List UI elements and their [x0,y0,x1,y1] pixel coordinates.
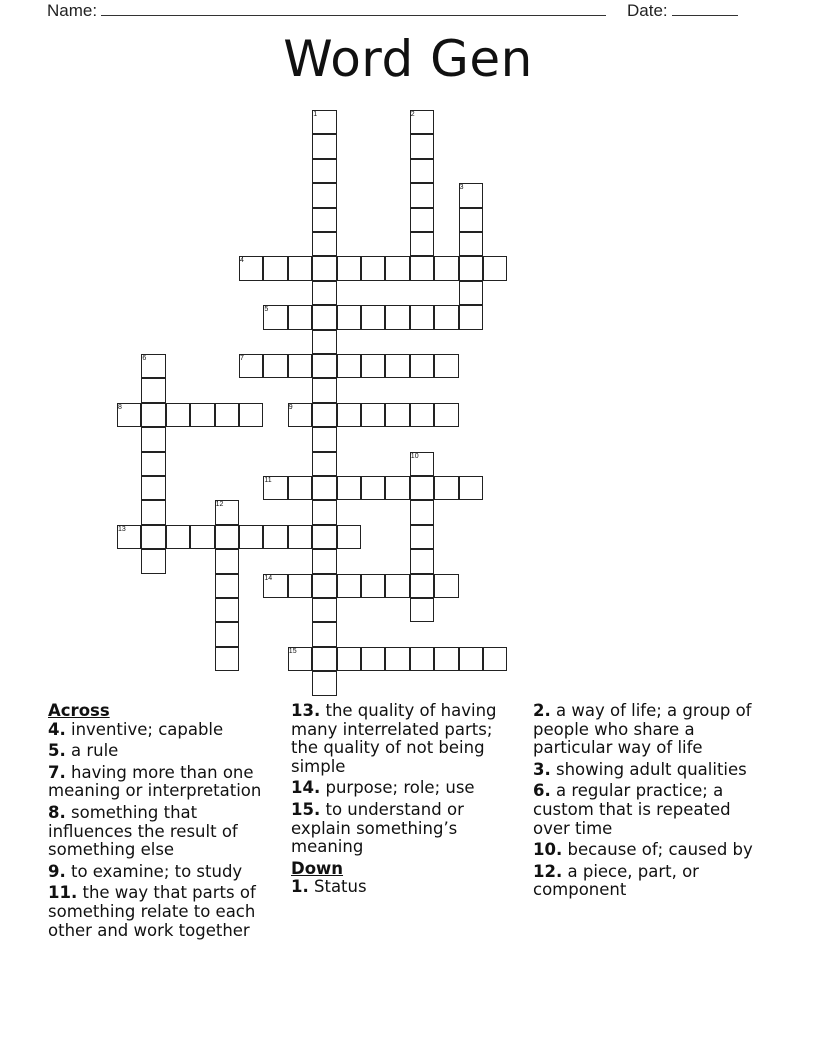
grid-cell[interactable] [337,476,361,500]
clue-column-1 [48,702,278,943]
name-label: Name: [47,1,98,20]
clue-text: to examine; to study [71,861,243,881]
clue-text: a regular practice; a custom that is repeated over time [533,781,731,838]
grid-clue-number: 2 [410,111,415,118]
grid-cell[interactable] [312,378,336,402]
grid-cell[interactable] [215,549,239,573]
grid-cell[interactable] [385,647,409,671]
grid-cell[interactable] [312,281,336,305]
grid-cell[interactable] [166,525,190,549]
grid-cell[interactable] [459,476,483,500]
grid-cell[interactable] [337,403,361,427]
grid-cell[interactable] [312,232,336,256]
grid-cell[interactable] [312,452,336,476]
grid-clue-number: 3 [459,184,464,192]
grid-cell[interactable] [459,647,483,671]
grid-cell[interactable] [410,208,434,232]
grid-cell[interactable] [385,354,409,378]
grid-cell[interactable] [410,183,434,207]
grid-cell[interactable] [361,305,385,329]
grid-cell[interactable] [410,305,434,329]
grid-cell[interactable] [239,403,263,427]
clue-text: because of; caused by [567,840,753,860]
clue-column-3 [533,702,758,903]
grid-cell[interactable] [434,403,458,427]
clue-number: 11. [48,883,78,903]
grid-cell[interactable] [312,256,336,280]
grid-cell[interactable] [239,525,263,549]
grid-cell[interactable] [288,305,312,329]
grid-cell[interactable] [361,647,385,671]
clue-across-8 [48,804,278,860]
clue-text: to understand or explain something’s meaning [291,799,464,857]
grid-clue-number: 8 [118,403,122,411]
grid-cell[interactable] [312,525,336,549]
clue-number: 1. [291,877,309,897]
grid-cell[interactable] [337,525,361,549]
grid-cell[interactable] [312,549,336,573]
grid-cell[interactable] [141,500,165,524]
grid-cell[interactable] [337,305,361,329]
grid-cell[interactable] [141,549,165,573]
clue-number: 4. [48,719,66,739]
grid-clue-number: 7 [240,355,244,362]
grid-cell[interactable] [141,452,165,476]
grid-cell[interactable] [410,232,434,256]
clue-text: Status [314,877,367,897]
clue-text: a piece, part, or component [533,861,699,900]
clue-text: purpose; role; use [325,778,475,798]
clue-number: 10. [533,840,563,860]
clue-down-3 [533,761,758,780]
grid-cell[interactable] [385,403,409,427]
grid-cell[interactable] [312,330,336,354]
clue-text: the way that parts of something relate to each other and work together [48,883,256,940]
down-heading: Down [291,858,344,878]
grid-cell[interactable] [288,476,312,500]
grid-clue-number: 14 [264,574,273,582]
page-title: Word Gen [283,30,533,88]
clue-column-2 [291,702,516,900]
grid-cell[interactable] [385,305,409,329]
across-heading: Across [48,701,110,720]
grid-cell[interactable] [141,378,165,402]
grid-cell[interactable] [337,256,361,280]
grid-cell[interactable] [361,476,385,500]
grid-cell[interactable] [459,208,483,232]
grid-cell[interactable] [312,159,336,183]
grid-cell[interactable] [312,305,336,329]
grid-clue-number: 12 [215,501,224,509]
grid-cell[interactable] [459,281,483,305]
grid-cell[interactable] [410,159,434,183]
clue-text: having more than one meaning or interpretation [48,762,262,801]
grid-clue-number: 15 [288,647,297,655]
grid-cell[interactable] [312,574,336,598]
grid-cell[interactable] [215,525,239,549]
grid-cell[interactable] [288,574,312,598]
grid-cell[interactable] [190,403,214,427]
grid-cell[interactable] [215,403,239,427]
grid-cell[interactable] [434,574,458,598]
clue-down-12 [533,863,758,900]
grid-cell[interactable] [410,574,434,598]
grid-cell[interactable] [312,622,336,646]
grid-cell[interactable] [385,476,409,500]
grid-cell[interactable] [434,476,458,500]
grid-cell[interactable] [410,354,434,378]
grid-cell[interactable] [312,134,336,158]
grid-cell[interactable] [410,134,434,158]
clue-down-2 [533,702,758,758]
grid-cell[interactable] [215,622,239,646]
grid-cell[interactable] [141,525,165,549]
grid-cell[interactable] [483,256,507,280]
grid-cell[interactable] [166,403,190,427]
clue-number: 5. [48,741,66,761]
grid-clue-number: 6 [142,355,147,362]
grid-cell[interactable] [141,403,165,427]
grid-cell[interactable] [312,500,336,524]
grid-cell[interactable] [141,427,165,451]
clue-across-11 [48,884,278,940]
clue-text: showing adult qualities [556,759,747,779]
grid-cell[interactable] [483,647,507,671]
grid-cell[interactable] [288,256,312,280]
grid-cell[interactable] [410,647,434,671]
clue-across-15 [291,801,516,857]
clue-text: something that influences the result of something else [48,802,238,860]
grid-cell[interactable] [337,574,361,598]
grid-cell[interactable] [312,427,336,451]
grid-cell[interactable] [434,256,458,280]
grid-cell[interactable] [288,525,312,549]
grid-clue-number: 9 [288,403,293,411]
grid-cell[interactable] [434,305,458,329]
clue-text: the quality of having many interrelated parts; the quality of not being simple [291,701,497,776]
grid-cell[interactable] [410,525,434,549]
clue-number: 9. [48,861,66,881]
grid-cell[interactable] [312,671,336,695]
grid-cell[interactable] [215,574,239,598]
clue-number: 14. [291,778,321,798]
grid-cell[interactable] [459,305,483,329]
grid-cell[interactable] [312,647,336,671]
clue-number: 2. [533,701,551,720]
grid-cell[interactable] [337,354,361,378]
clue-down-10 [533,841,758,860]
clue-number: 3. [533,759,551,779]
clue-text: a way of life; a group of people who share a particular way of life [533,701,752,758]
grid-clue-number: 11 [264,477,272,484]
grid-cell[interactable] [215,647,239,671]
clue-across-7 [48,764,278,801]
clue-across-14 [291,779,516,798]
grid-clue-number: 5 [264,306,269,314]
clue-across-9 [48,863,278,882]
clue-down-1 [291,878,516,897]
grid-cell[interactable] [288,354,312,378]
clue-number: 15. [291,799,321,819]
grid-cell[interactable] [190,525,214,549]
clue-across-13 [291,702,516,776]
grid-cell[interactable] [361,256,385,280]
clue-down-6 [533,782,758,838]
grid-cell[interactable] [434,647,458,671]
clue-number: 6. [533,781,551,801]
grid-clue-number: 13 [118,525,126,533]
grid-cell[interactable] [361,403,385,427]
clue-across-4 [48,721,278,740]
grid-cell[interactable] [141,476,165,500]
grid-cell[interactable] [361,354,385,378]
grid-cell[interactable] [263,354,287,378]
date-label: Date: [627,1,668,20]
clue-number: 7. [48,762,66,782]
grid-cell[interactable] [410,598,434,622]
grid-cell[interactable] [410,500,434,524]
grid-cell[interactable] [312,208,336,232]
grid-cell[interactable] [337,647,361,671]
grid-cell[interactable] [361,574,385,598]
grid-cell[interactable] [434,354,458,378]
grid-cell[interactable] [312,598,336,622]
grid-cell[interactable] [410,403,434,427]
grid-cell[interactable] [385,574,409,598]
grid-clue-number: 4 [240,257,244,265]
grid-cell[interactable] [459,232,483,256]
grid-clue-number: 10 [410,452,419,460]
grid-cell[interactable] [410,476,434,500]
grid-cell[interactable] [312,354,336,378]
grid-cell[interactable] [385,256,409,280]
grid-cell[interactable] [459,256,483,280]
grid-cell[interactable] [312,403,336,427]
grid-cell[interactable] [312,183,336,207]
grid-cell[interactable] [312,476,336,500]
grid-cell[interactable] [215,598,239,622]
clue-number: 8. [48,802,66,822]
clue-text: a rule [71,741,119,761]
clue-across-5 [48,742,278,761]
grid-cell[interactable] [410,549,434,573]
grid-cell[interactable] [410,256,434,280]
grid-clue-number: 1 [313,111,318,118]
grid-cell[interactable] [263,256,287,280]
clue-number: 12. [533,861,563,881]
clue-text: inventive; capable [71,719,224,739]
grid-cell[interactable] [263,525,287,549]
clue-number: 13. [291,701,321,720]
